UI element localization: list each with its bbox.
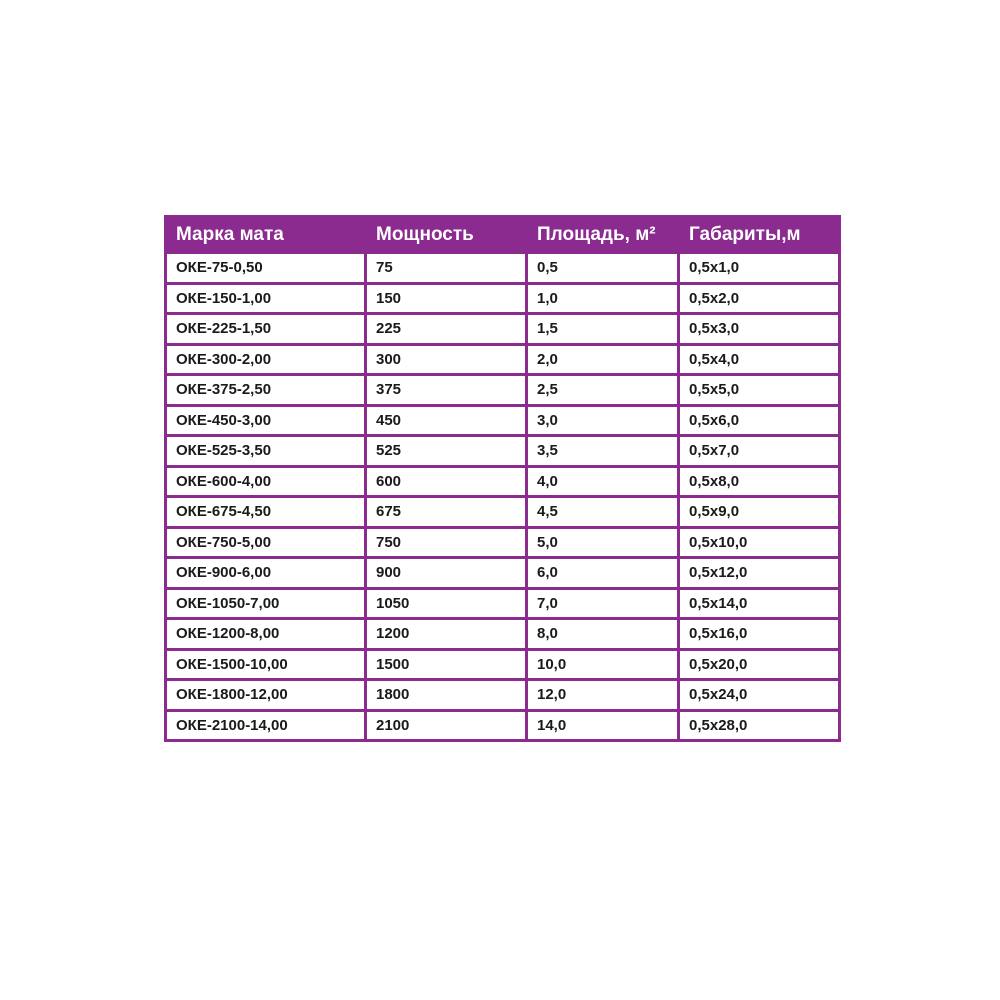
table-row	[166, 405, 840, 436]
cell-mat-brand: ОКЕ-375-2,50	[166, 375, 366, 406]
header-row	[166, 217, 840, 253]
cell-dimensions: 0,5x1,0	[679, 253, 840, 284]
cell-dimensions: 0,5x4,0	[679, 344, 840, 375]
cell-power: 450	[366, 405, 527, 436]
table-row	[166, 436, 840, 467]
table-row	[166, 466, 840, 497]
cell-mat-brand: ОКЕ-1200-8,00	[166, 619, 366, 650]
cell-area: 7,0	[527, 588, 679, 619]
cell-power: 300	[366, 344, 527, 375]
cell-area: 2,0	[527, 344, 679, 375]
cell-dimensions: 0,5x3,0	[679, 314, 840, 345]
cell-mat-brand: ОКЕ-600-4,00	[166, 466, 366, 497]
table-row	[166, 710, 840, 741]
cell-area: 6,0	[527, 558, 679, 589]
cell-mat-brand: ОКЕ-750-5,00	[166, 527, 366, 558]
cell-dimensions: 0,5x28,0	[679, 710, 840, 741]
cell-power: 150	[366, 283, 527, 314]
cell-mat-brand: ОКЕ-2100-14,00	[166, 710, 366, 741]
header-dimensions: Габариты,м	[679, 217, 840, 253]
cell-dimensions: 0,5x2,0	[679, 283, 840, 314]
cell-area: 3,0	[527, 405, 679, 436]
cell-power: 525	[366, 436, 527, 467]
table-row	[166, 558, 840, 589]
cell-area: 1,5	[527, 314, 679, 345]
cell-area: 12,0	[527, 680, 679, 711]
cell-power: 2100	[366, 710, 527, 741]
cell-dimensions: 0,5x6,0	[679, 405, 840, 436]
cell-area: 10,0	[527, 649, 679, 680]
cell-mat-brand: ОКЕ-225-1,50	[166, 314, 366, 345]
table-row	[166, 649, 840, 680]
cell-power: 375	[366, 375, 527, 406]
header-power: Мощность	[366, 217, 527, 253]
cell-power: 600	[366, 466, 527, 497]
cell-dimensions: 0,5x9,0	[679, 497, 840, 528]
cell-power: 900	[366, 558, 527, 589]
header-mat-brand: Марка мата	[166, 217, 366, 253]
cell-power: 675	[366, 497, 527, 528]
cell-area: 4,5	[527, 497, 679, 528]
cell-area: 4,0	[527, 466, 679, 497]
cell-mat-brand: ОКЕ-450-3,00	[166, 405, 366, 436]
cell-dimensions: 0,5x12,0	[679, 558, 840, 589]
cell-area: 2,5	[527, 375, 679, 406]
table-header	[166, 217, 840, 253]
table-row	[166, 527, 840, 558]
table-row	[166, 283, 840, 314]
table-row	[166, 497, 840, 528]
cell-dimensions: 0,5x10,0	[679, 527, 840, 558]
cell-dimensions: 0,5x7,0	[679, 436, 840, 467]
mat-spec-table	[164, 215, 841, 742]
cell-dimensions: 0,5x16,0	[679, 619, 840, 650]
cell-mat-brand: ОКЕ-900-6,00	[166, 558, 366, 589]
cell-mat-brand: ОКЕ-1500-10,00	[166, 649, 366, 680]
cell-power: 1200	[366, 619, 527, 650]
table-body	[166, 253, 840, 741]
cell-dimensions: 0,5x20,0	[679, 649, 840, 680]
cell-area: 3,5	[527, 436, 679, 467]
cell-power: 75	[366, 253, 527, 284]
cell-mat-brand: ОКЕ-525-3,50	[166, 436, 366, 467]
cell-area: 8,0	[527, 619, 679, 650]
cell-area: 5,0	[527, 527, 679, 558]
cell-dimensions: 0,5x8,0	[679, 466, 840, 497]
table-row	[166, 680, 840, 711]
table-row	[166, 588, 840, 619]
table-row	[166, 314, 840, 345]
table-row	[166, 344, 840, 375]
cell-mat-brand: ОКЕ-1050-7,00	[166, 588, 366, 619]
cell-power: 1500	[366, 649, 527, 680]
cell-mat-brand: ОКЕ-1800-12,00	[166, 680, 366, 711]
table-row	[166, 375, 840, 406]
cell-mat-brand: ОКЕ-300-2,00	[166, 344, 366, 375]
table-row	[166, 619, 840, 650]
cell-dimensions: 0,5x5,0	[679, 375, 840, 406]
cell-mat-brand: ОКЕ-75-0,50	[166, 253, 366, 284]
table-row	[166, 253, 840, 284]
cell-power: 1050	[366, 588, 527, 619]
cell-power: 750	[366, 527, 527, 558]
cell-mat-brand: ОКЕ-675-4,50	[166, 497, 366, 528]
cell-dimensions: 0,5x14,0	[679, 588, 840, 619]
cell-power: 225	[366, 314, 527, 345]
cell-mat-brand: ОКЕ-150-1,00	[166, 283, 366, 314]
cell-dimensions: 0,5x24,0	[679, 680, 840, 711]
cell-area: 1,0	[527, 283, 679, 314]
cell-area: 0,5	[527, 253, 679, 284]
cell-area: 14,0	[527, 710, 679, 741]
header-area: Площадь, м²	[527, 217, 679, 253]
cell-power: 1800	[366, 680, 527, 711]
